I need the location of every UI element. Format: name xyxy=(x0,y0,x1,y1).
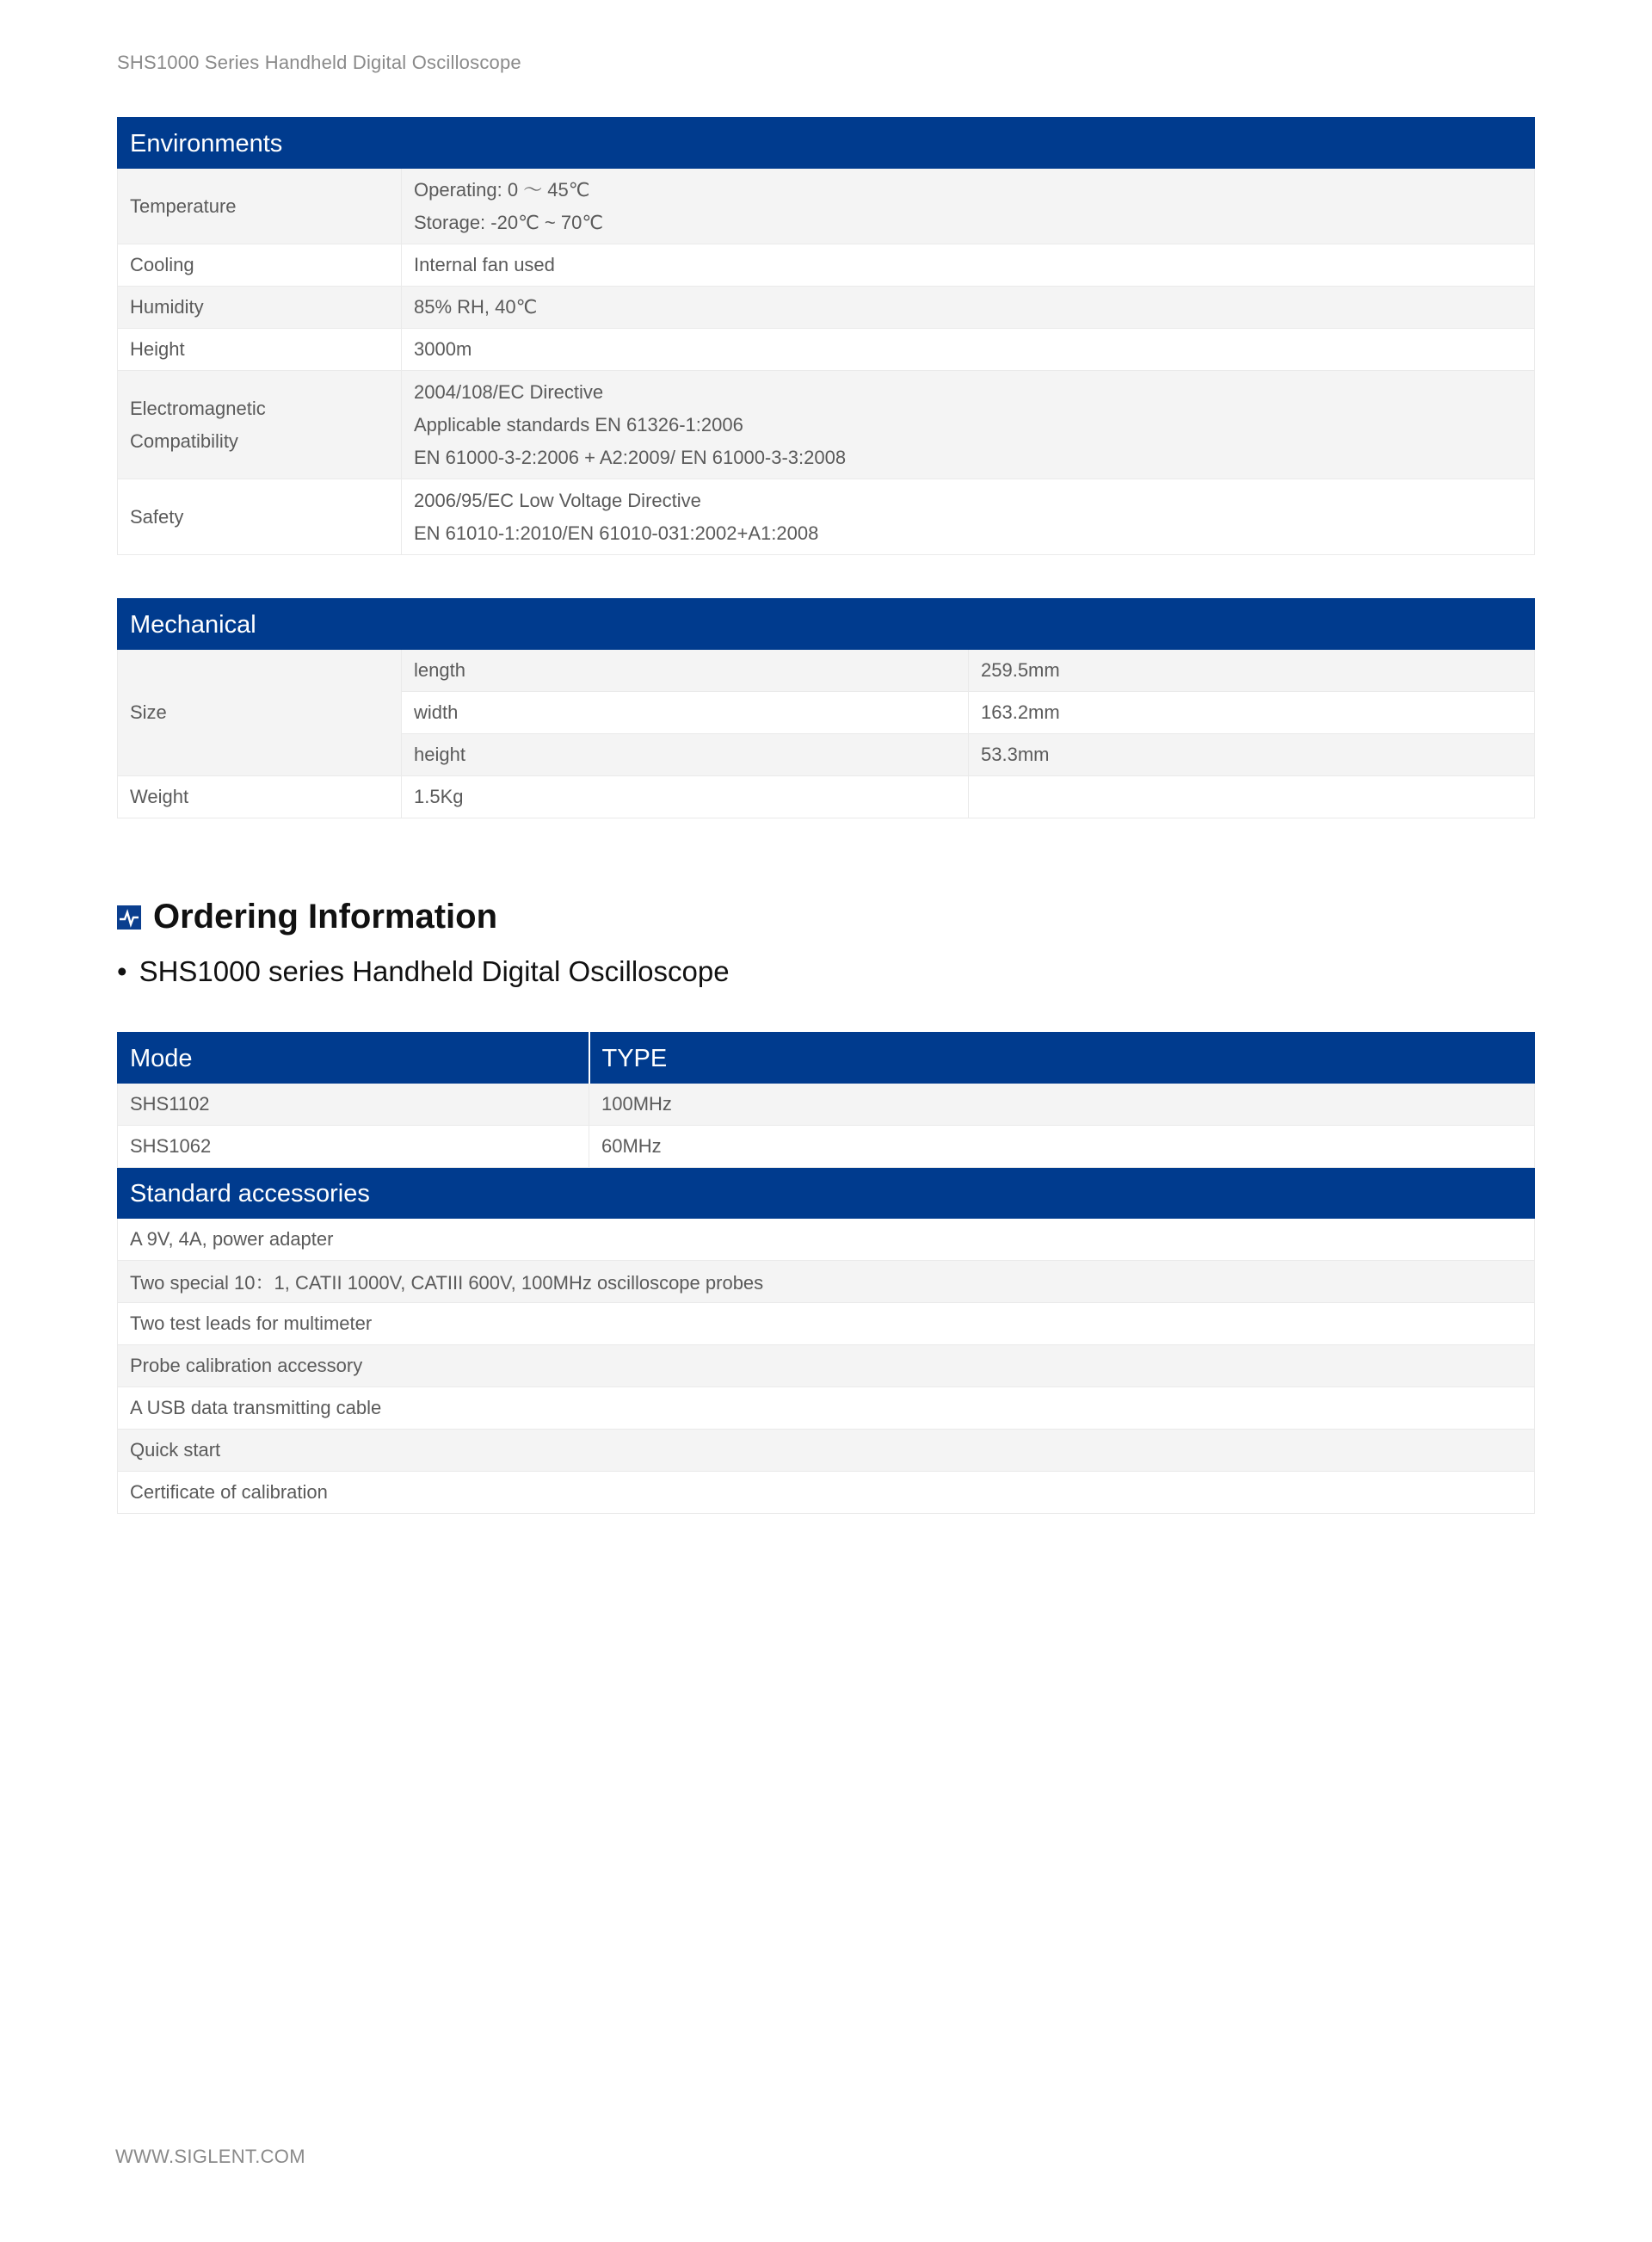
row-value: 3000m xyxy=(402,329,1535,371)
list-item xyxy=(118,1345,1535,1387)
value-line: 2004/108/EC Directive xyxy=(414,380,604,403)
value-line: Storage: -20℃ ~ 70℃ xyxy=(414,211,604,233)
table-row xyxy=(118,329,1535,371)
weight-label: Weight xyxy=(118,776,402,818)
accessory-item: Probe calibration accessory xyxy=(118,1345,1535,1387)
dimension-value: 163.2mm xyxy=(969,692,1535,734)
row-label: Height xyxy=(118,329,402,371)
table-row xyxy=(118,287,1535,329)
ordering-table xyxy=(117,1032,1535,1514)
list-item xyxy=(118,1472,1535,1514)
model-type: 60MHz xyxy=(589,1126,1535,1168)
list-item xyxy=(118,1219,1535,1261)
table-row xyxy=(118,1126,1535,1168)
accessory-item: Certificate of calibration xyxy=(118,1472,1535,1514)
product-bullet xyxy=(117,955,730,988)
size-label: Size xyxy=(118,650,402,776)
table-row xyxy=(118,776,1535,818)
model-mode: SHS1102 xyxy=(118,1084,589,1126)
value-line: Applicable standards EN 61326-1:2006 xyxy=(414,413,743,435)
row-value xyxy=(402,371,1535,479)
label-line: Electromagnetic xyxy=(130,397,266,419)
accessory-item: Quick start xyxy=(118,1430,1535,1472)
dimension-name: height xyxy=(402,734,969,776)
accessory-item: A 9V, 4A, power adapter xyxy=(118,1219,1535,1261)
footer-url: WWW.SIGLENT.COM xyxy=(115,2146,305,2167)
row-label xyxy=(118,371,402,479)
waveform-icon xyxy=(117,905,141,930)
dimension-name: width xyxy=(402,692,969,734)
table-row xyxy=(118,169,1535,244)
value-line: EN 61000-3-2:2006 + A2:2009/ EN 61000-3-3:2008 xyxy=(414,446,847,468)
model-mode: SHS1062 xyxy=(118,1126,589,1168)
row-label: Cooling xyxy=(118,244,402,287)
list-item xyxy=(118,1387,1535,1430)
bullet-icon: • xyxy=(117,955,127,987)
accessory-item: A USB data transmitting cable xyxy=(118,1387,1535,1430)
list-item xyxy=(118,1303,1535,1345)
accessories-title: Standard accessories xyxy=(118,1168,1535,1219)
weight-value: 1.5Kg xyxy=(402,776,969,818)
row-value xyxy=(402,479,1535,555)
row-label: Humidity xyxy=(118,287,402,329)
bullet-text: SHS1000 series Handheld Digital Oscilloscope xyxy=(139,955,730,987)
row-value: 85% RH, 40℃ xyxy=(402,287,1535,329)
accessory-item: Two special 10：1, CATII 1000V, CATIII 600V, 100MHz oscilloscope probes xyxy=(118,1261,1535,1303)
ordering-title: Ordering Information xyxy=(153,898,497,936)
mechanical-title: Mechanical xyxy=(118,599,1535,650)
table-row xyxy=(118,371,1535,479)
list-item xyxy=(118,1430,1535,1472)
accessory-item: Two test leads for multimeter xyxy=(118,1303,1535,1345)
list-item xyxy=(118,1261,1535,1303)
dimension-name: length xyxy=(402,650,969,692)
page-header-title: SHS1000 Series Handheld Digital Oscilloscope xyxy=(117,52,521,73)
environments-table xyxy=(117,117,1535,555)
mechanical-table xyxy=(117,598,1535,818)
row-value: Internal fan used xyxy=(402,244,1535,287)
dimension-value: 259.5mm xyxy=(969,650,1535,692)
row-label: Safety xyxy=(118,479,402,555)
type-header: TYPE xyxy=(589,1033,1535,1084)
table-row xyxy=(118,650,1535,692)
label-line: Compatibility xyxy=(130,429,238,452)
mode-header: Mode xyxy=(118,1033,589,1084)
value-line: EN 61010-1:2010/EN 61010-031:2002+A1:2008 xyxy=(414,522,819,544)
row-label: Temperature xyxy=(118,169,402,244)
table-row xyxy=(118,479,1535,555)
table-row xyxy=(118,244,1535,287)
row-value xyxy=(402,169,1535,244)
value-line: Operating: 0 ～ 45℃ xyxy=(414,178,590,201)
dimension-value: 53.3mm xyxy=(969,734,1535,776)
value-line: 2006/95/EC Low Voltage Directive xyxy=(414,489,701,511)
empty-cell xyxy=(969,776,1535,818)
ordering-section-heading xyxy=(117,898,497,936)
table-row xyxy=(118,1084,1535,1126)
environments-title: Environments xyxy=(118,118,1535,169)
model-type: 100MHz xyxy=(589,1084,1535,1126)
